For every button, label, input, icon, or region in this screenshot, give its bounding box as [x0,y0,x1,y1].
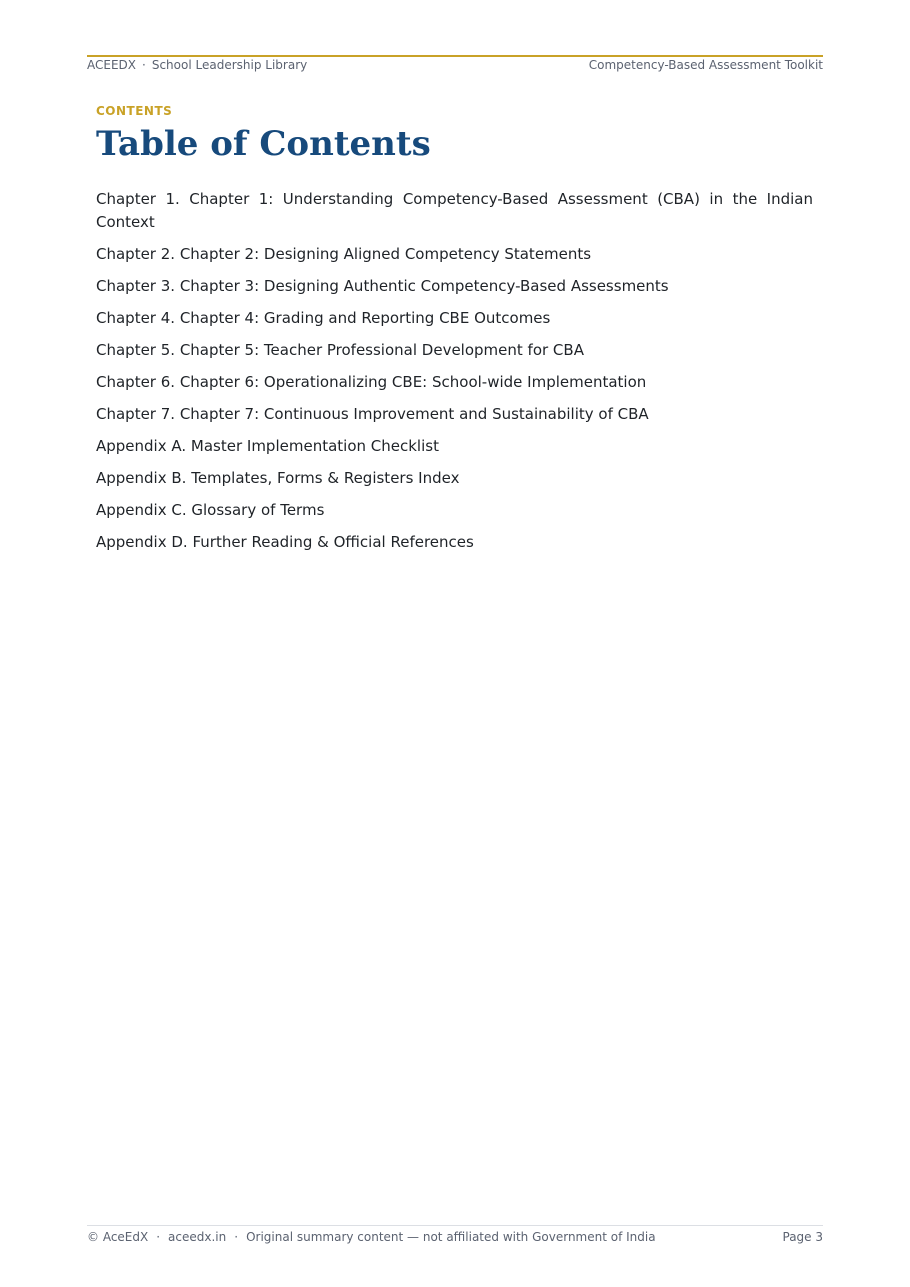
footer-separator: · [234,1230,239,1244]
page-number: Page 3 [782,1230,823,1244]
footer-site-link[interactable]: aceedx.in [168,1230,227,1244]
header-left [87,58,307,72]
toc-item-chapter-2[interactable]: Chapter 2. Chapter 2: Designing Aligned Competency Statements [96,245,592,263]
footer-rule [87,1225,823,1226]
header-rule [87,55,823,57]
toc-item-chapter-7[interactable]: Chapter 7. Chapter 7: Continuous Improvement and Sustainability of CBA [96,405,649,423]
footer-separator: · [156,1230,161,1244]
header-separator: · [142,58,146,72]
footer-left [87,1230,656,1244]
header-brand: ACEEDX [87,58,137,72]
page-title: Table of Contents [96,124,431,164]
footer-disclaimer: Original summary content — not affiliated with Government of India [246,1230,656,1244]
main-content [96,104,813,563]
toc-list [96,188,813,554]
toc-item-chapter-4[interactable]: Chapter 4. Chapter 4: Grading and Reporting CBE Outcomes [96,309,551,327]
toc-item-appendix-c[interactable]: Appendix C. Glossary of Terms [96,501,325,519]
toc-item-chapter-3[interactable]: Chapter 3. Chapter 3: Designing Authentic Competency-Based Assessments [96,277,669,295]
running-footer [87,1230,823,1244]
header-doc-title: Competency-Based Assessment Toolkit [588,58,823,72]
footer-copyright: © AceEdX [87,1230,149,1244]
toc-item-chapter-1[interactable]: Chapter 1. Chapter 1: Understanding Competency-Based Assessment (CBA) in the Indian Context [96,190,813,231]
toc-item-chapter-6[interactable]: Chapter 6. Chapter 6: Operationalizing CBE: School-wide Implementation [96,373,647,391]
section-eyebrow: CONTENTS [96,104,173,118]
toc-item-chapter-5[interactable]: Chapter 5. Chapter 5: Teacher Professional Development for CBA [96,341,584,359]
toc-item-appendix-b[interactable]: Appendix B. Templates, Forms & Registers Index [96,469,460,487]
toc-item-appendix-a[interactable]: Appendix A. Master Implementation Checklist [96,437,439,455]
running-header [87,58,823,72]
header-library: School Leadership Library [151,58,308,72]
toc-item-appendix-d[interactable]: Appendix D. Further Reading & Official References [96,533,474,551]
